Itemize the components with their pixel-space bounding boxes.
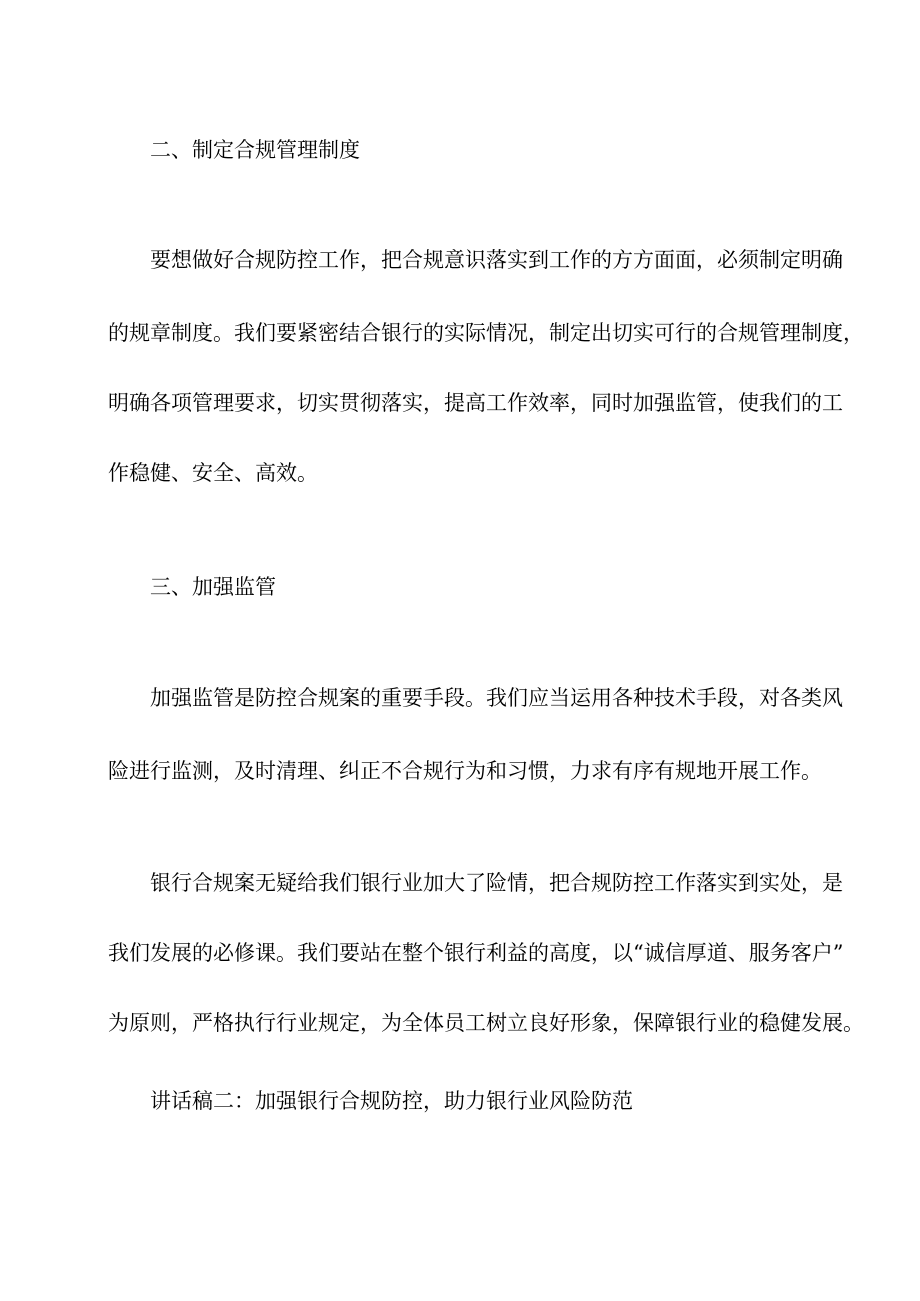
paragraph-line: 作稳健、安全、高效。 [108,461,318,485]
section-heading-2: 二、制定合规管理制度 [150,138,360,162]
paragraph-line: 的规章制度。我们要紧密结合银行的实际情况，制定出切实可行的合规管理制度， [108,321,864,345]
paragraph-line: 加强监管是防控合规案的重要手段。我们应当运用各种技术手段，对各类风 [150,686,843,710]
speech-2-title: 讲话稿二：加强银行合规防控，助力银行业风险防范 [150,1089,633,1113]
paragraph-line: 要想做好合规防控工作，把合规意识落实到工作的方方面面，必须制定明确 [150,248,843,272]
paragraph-line: 为原则，严格执行行业规定，为全体员工树立良好形象，保障银行业的稳健发展。 [108,1011,864,1035]
paragraph-line: 我们发展的必修课。我们要站在整个银行利益的高度，以“诚信厚道、服务客户” [108,941,844,965]
paragraph-line: 险进行监测，及时清理、纠正不合规行为和习惯，力求有序有规地开展工作。 [108,759,822,783]
paragraph-line: 银行合规案无疑给我们银行业加大了险情，把合规防控工作落实到实处，是 [150,871,843,895]
paragraph-line: 明确各项管理要求，切实贯彻落实，提高工作效率，同时加强监管，使我们的工 [108,391,843,415]
section-heading-3: 三、加强监管 [150,575,276,599]
